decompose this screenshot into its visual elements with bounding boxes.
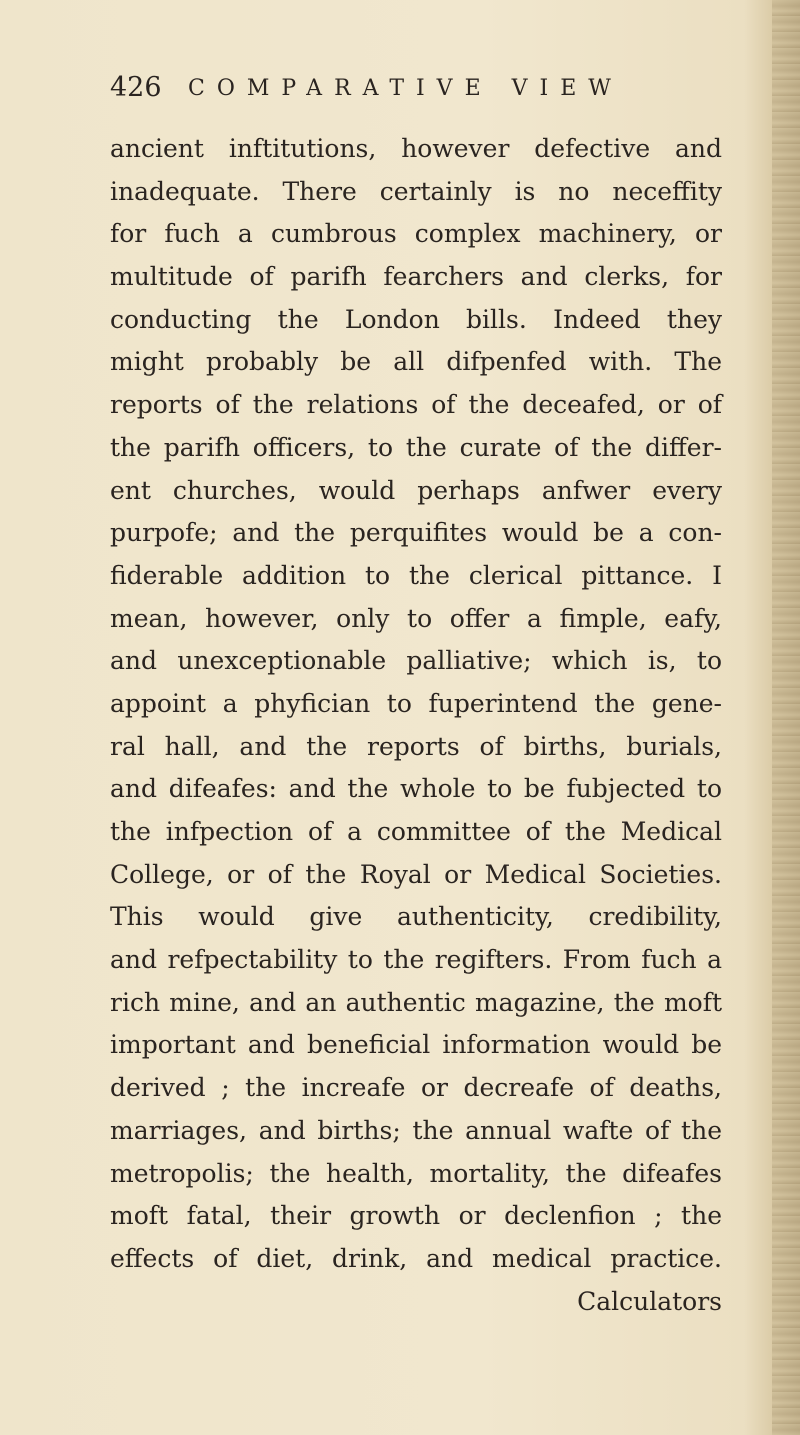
text-line: ent churches, would perhaps anfwer every <box>110 475 722 505</box>
text-line: the infpection of a committee of the Medical <box>110 817 722 846</box>
text-line: for fuch a cumbrous complex machinery, or <box>110 219 722 249</box>
text-line: the parifh officers, to the curate of the differ- <box>110 432 722 462</box>
running-head: COMPARATIVE VIEW <box>188 76 623 101</box>
page-edge <box>772 0 800 1435</box>
text-line: ancient inftitutions, however defective and <box>110 134 722 163</box>
text-line: derived ; the increafe or decreafe of deaths, <box>110 1073 722 1103</box>
text-line: rich mine, and an authentic magazine, the moft <box>110 987 722 1017</box>
text-line: conducting the London bills. Indeed they <box>110 304 722 334</box>
text-line: reports of the relations of the deceafed, or of <box>110 390 722 420</box>
body-text <box>110 128 722 1323</box>
text-line: important and beneficial information would be <box>110 1030 722 1060</box>
text-line: and unexceptionable palliative; which is, to <box>110 646 722 676</box>
text-line: mean, however, only to offer a fimple, eafy, <box>110 603 722 633</box>
text-line: might probably be all difpenfed with. The <box>110 347 722 377</box>
text-line: College, or of the Royal or Medical Societies. <box>110 859 722 889</box>
catchword: Calculators <box>577 1286 722 1316</box>
text-line: and difeafes: and the whole to be fubjected to <box>110 774 722 804</box>
text-line: metropolis; the health, mortality, the difeafes <box>110 1158 722 1188</box>
text-line: appoint a phyfician to fuperintend the gene- <box>110 688 722 718</box>
text-line: ral hall, and the reports of births, burials, <box>110 731 722 761</box>
text-line: and refpectability to the regifters. From fuch a <box>110 945 722 975</box>
text-line: marriages, and births; the annual wafte of the <box>110 1115 722 1145</box>
text-line: inadequate. There certainly is no neceffity <box>110 176 722 206</box>
text-line: moft fatal, their growth or declenfion ; the <box>110 1201 722 1231</box>
page-header <box>110 72 730 112</box>
text-line: purpofe; and the perquifites would be a con- <box>110 518 722 548</box>
text-line: This would give authenticity, credibility, <box>110 902 722 932</box>
text-line: effects of diet, drink, and medical practice. <box>110 1243 722 1273</box>
page-number: 426 <box>110 72 162 103</box>
text-line: fiderable addition to the clerical pittance. I <box>110 560 722 590</box>
text-line: multitude of parifh fearchers and clerks, for <box>110 262 722 292</box>
